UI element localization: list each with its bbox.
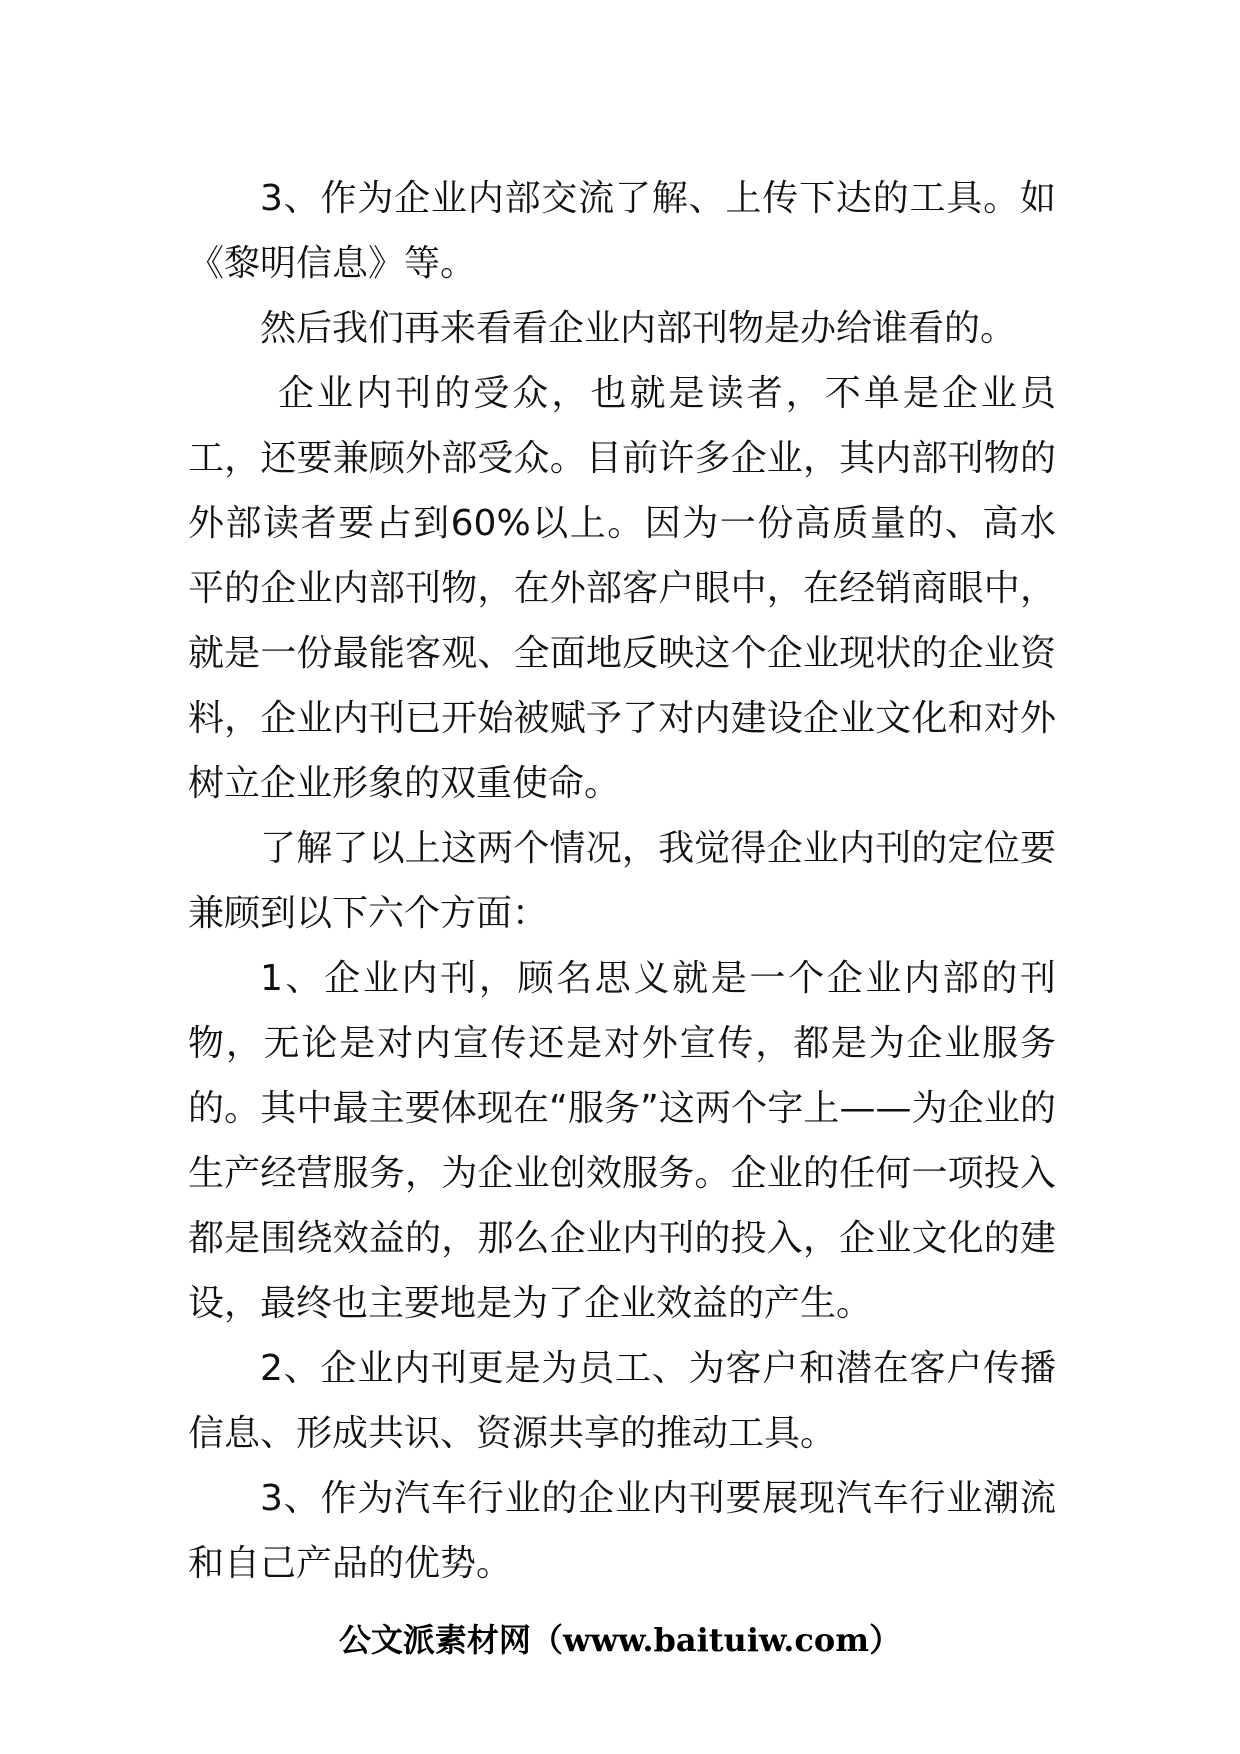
paragraph-3: 企业内刊的受众，也就是读者，不单是企业员工，还要兼顾外部受众。目前许多企业，其内部刊物的外部读者要占到60%以上。因为一份高质量的、高水平的企业内部刊物，在外部客户眼中，在经销商眼中，就是一份最能客观、全面地反映这个企业现状的企业资料，企业内刊已开始被赋予了对内建设企业文化和对外树立企业形象的双重使命。 [188,373,1056,804]
paragraph-6: 2、企业内刊更是为员工、为客户和潜在客户传播信息、形成共识、资源共享的推动工具。 [188,1348,1056,1454]
paragraph-4: 了解了以上这两个情况，我觉得企业内刊的定位要兼顾到以下六个方面： [188,828,1056,934]
paragraph-1: 3、作为企业内部交流了解、上传下达的工具。如《黎明信息》等。 [188,178,1056,284]
paragraph-5: 1、企业内刊，顾名思义就是一个企业内部的刊物，无论是对内宣传还是对外宣传，都是为企业服务的。其中最主要体现在“服务”这两个字上——为企业的生产经营服务，为企业创效服务。企业的任何一项投入都是围绕效益的，那么企业内刊的投入，企业文化的建设，最终也主要地是为了企业效益的产生。 [188,958,1056,1324]
paragraph-7: 3、作为汽车行业的企业内刊要展现汽车行业潮流和自己产品的优势。 [188,1478,1056,1584]
footer-watermark-text: 公文派素材网（www.baituiw.com） [338,1621,902,1659]
paragraph-2: 然后我们再来看看企业内部刊物是办给谁看的。 [260,308,1017,349]
document-body [188,166,1056,1596]
